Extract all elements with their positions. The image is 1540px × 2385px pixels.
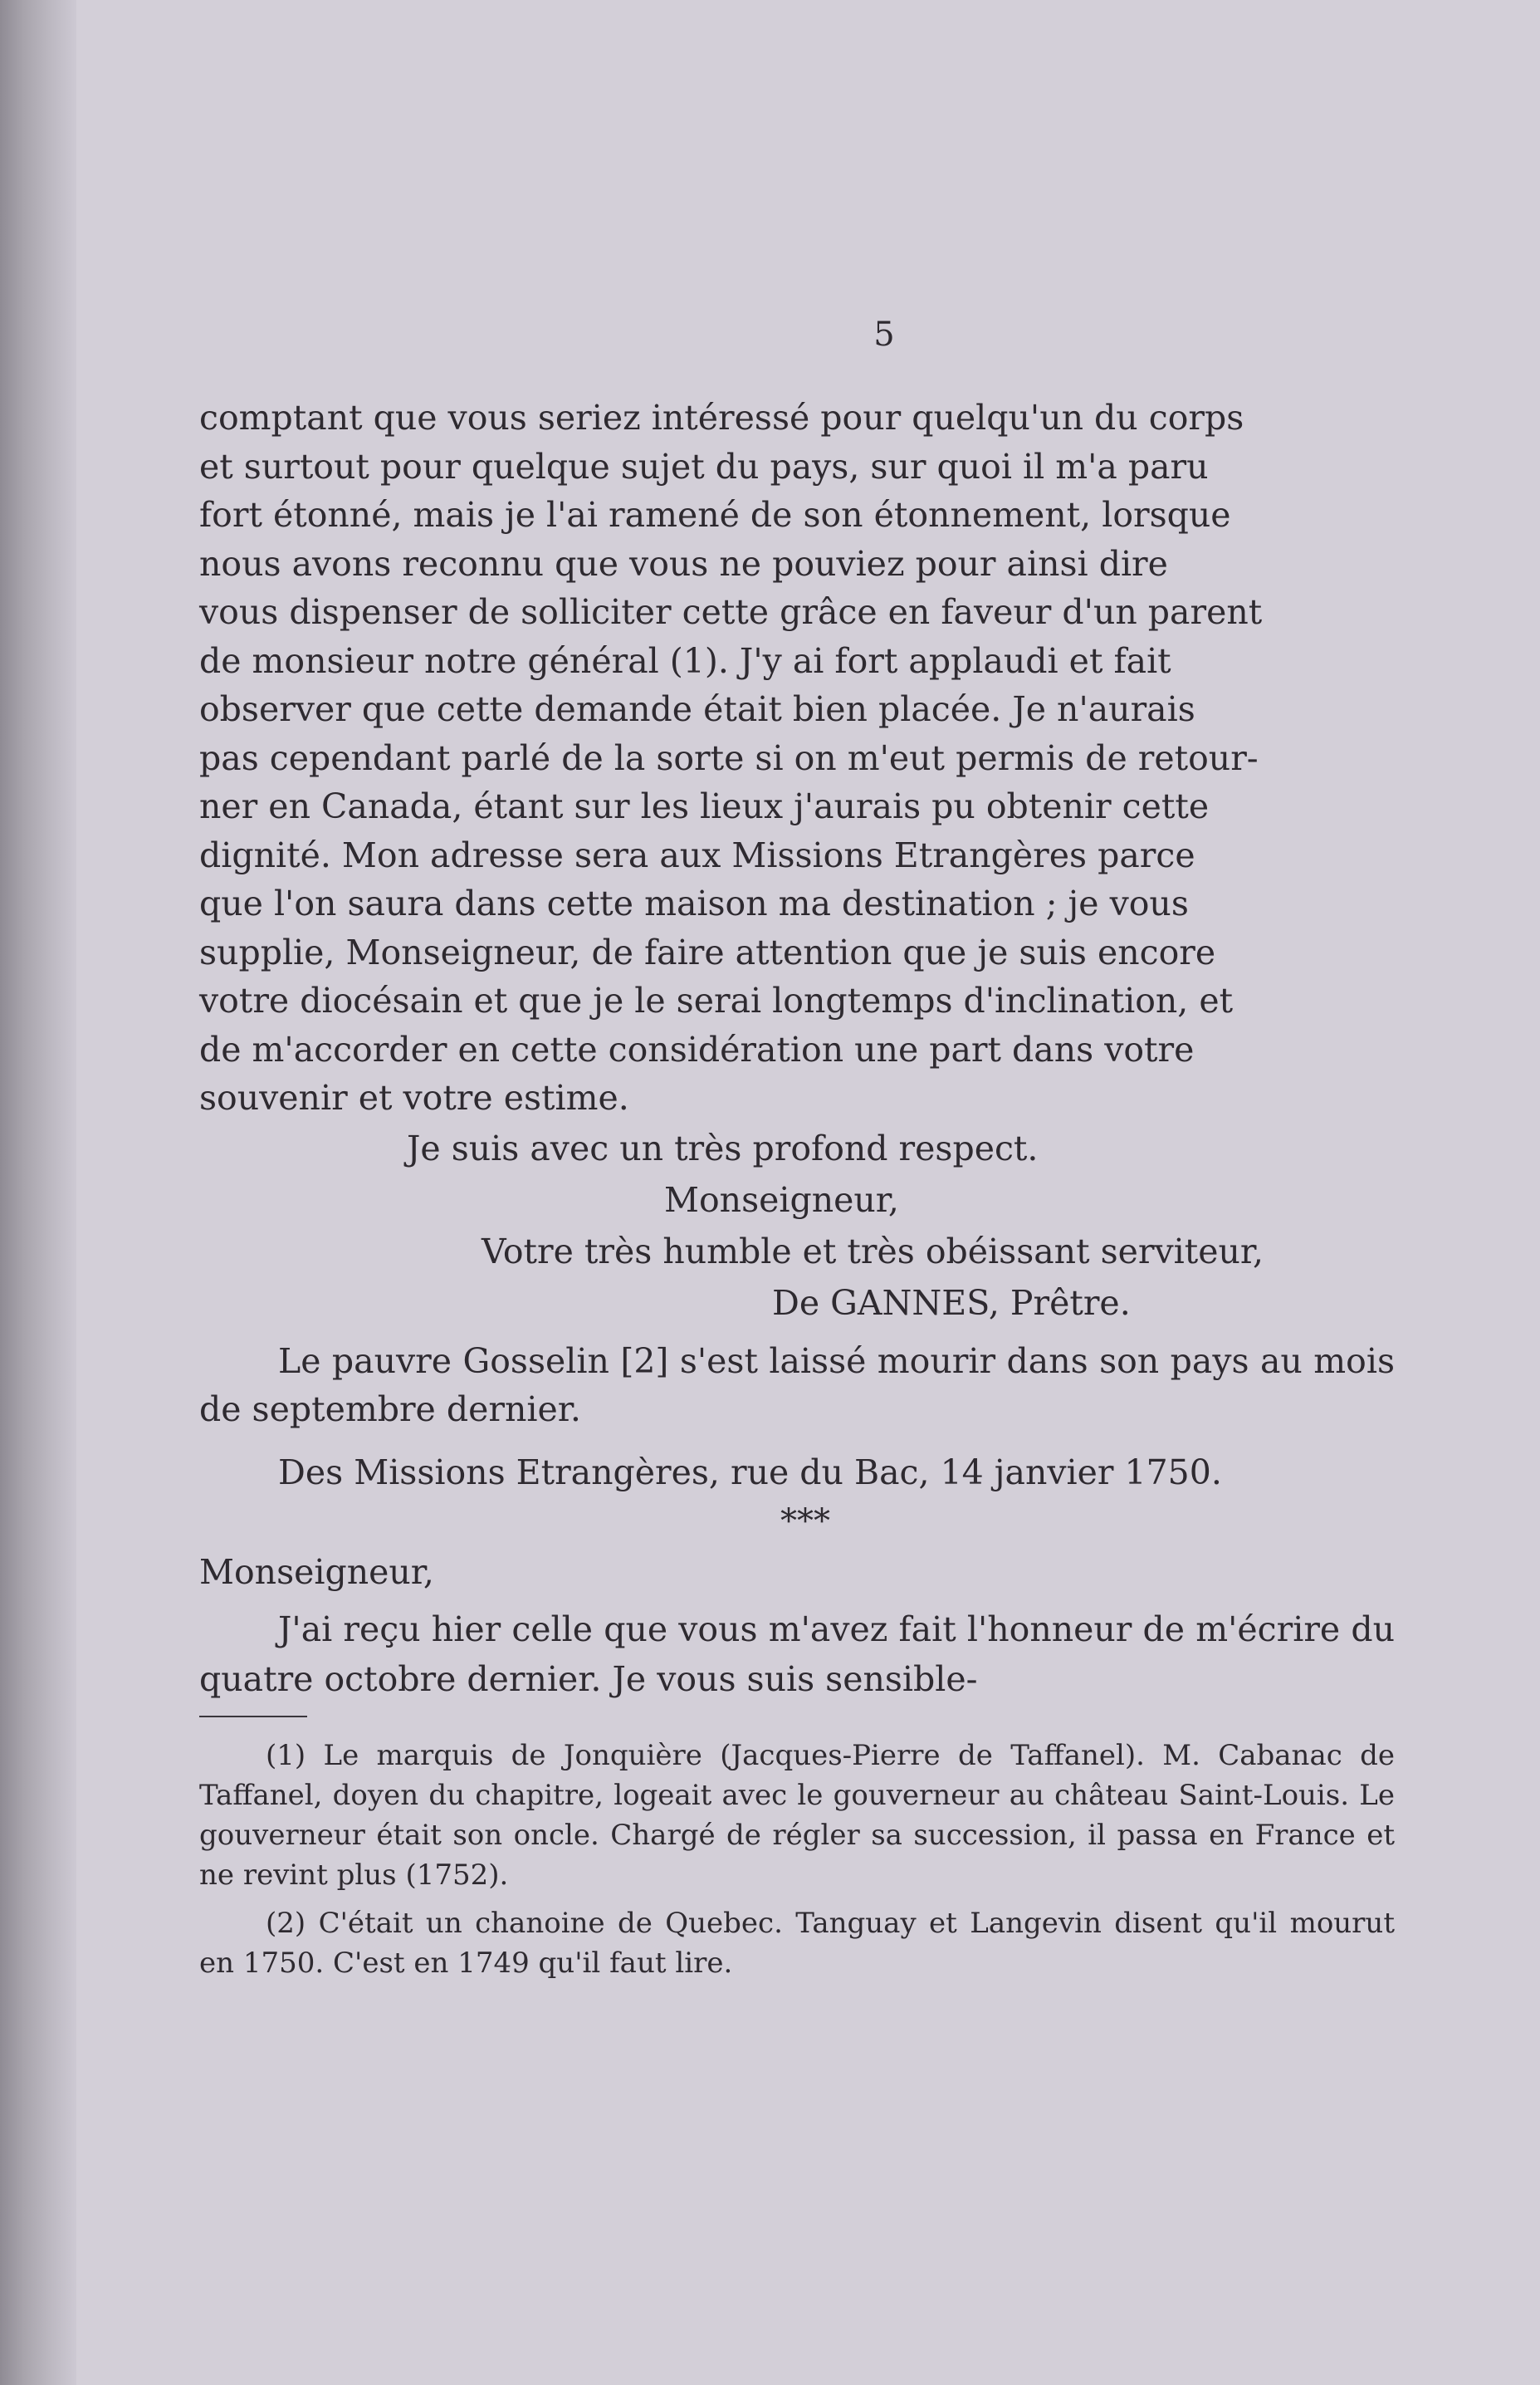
- salutation: Monseigneur,: [199, 1551, 434, 1592]
- dateline: Des Missions Etrangères, rue du Bac, 14 janvier 1750.: [278, 1452, 1222, 1492]
- second-letter-paragraph: [199, 1604, 1395, 1704]
- body-line: dignité. Mon adresse sera aux Missions Etrangères parce: [199, 835, 1195, 875]
- body-line: J'ai reçu hier celle que vous m'avez fait l'honneur de: [278, 1609, 1186, 1649]
- page-number: 5: [873, 316, 895, 354]
- postscript-line: au mois de septembre dernier.: [199, 1340, 1395, 1429]
- postscript-line: Le pauvre Gosselin [2] s'est laissé mourir dans son pays: [278, 1340, 1249, 1381]
- footnotes: [199, 1736, 1395, 1983]
- body-line: ner en Canada, étant sur les lieux j'aurais pu obtenir cette: [199, 786, 1210, 826]
- body-line: vous dispenser de solliciter cette grâce en faveur d'un parent: [199, 592, 1263, 632]
- signature: De GANNES, Prêtre.: [772, 1282, 1131, 1323]
- body-line: observer que cette demande était bien placée. Je n'aurais: [199, 689, 1195, 729]
- postscript: [199, 1337, 1395, 1433]
- closing-respect: Je suis avec un très profond respect.: [407, 1128, 1039, 1168]
- letter-body-paragraph: [199, 394, 1395, 1123]
- closing-servant: Votre très humble et très obéissant serviteur,: [482, 1231, 1264, 1271]
- body-line: fort étonné, mais je l'ai ramené de son étonnement, lorsque: [199, 495, 1231, 535]
- body-line: et surtout pour quelque sujet du pays, sur quoi il m'a paru: [199, 446, 1209, 487]
- page-content: [199, 316, 1395, 1991]
- body-line: votre diocésain et que je le serai longtemps d'inclination, et: [199, 981, 1234, 1021]
- footnote-1: (1) Le marquis de Jonquière (Jacques-Pierre de Taffanel). M. Cabanac de Taffanel, doyen du chapitre, logeait avec le gouverneur au château Saint-Louis. Le gouverneur était son oncle. Chargé de régler sa succession, il passa en France et ne revint plus (1752).: [199, 1738, 1395, 1892]
- body-line: comptant que vous seriez intéressé pour quelqu'un du corps: [199, 398, 1244, 438]
- body-line: que l'on saura dans cette maison ma destination ; je vous: [199, 884, 1189, 923]
- body-line: supplie, Monseigneur, de faire attention que je suis encore: [199, 932, 1216, 972]
- body-line: de m'accorder en cette considération une part dans votre: [199, 1029, 1195, 1070]
- body-line: m'écrire du quatre octobre dernier. Je vous suis sensible-: [199, 1609, 1395, 1699]
- section-separator: ***: [780, 1501, 830, 1540]
- closing-address: Monseigneur,: [664, 1179, 899, 1220]
- footnote-2: (2) C'était un chanoine de Quebec. Tanguay et Langevin disent qu'il mourut en 1750. C'est en 1749 qu'il faut lire.: [199, 1906, 1395, 1980]
- footnote-rule: [199, 1716, 307, 1717]
- body-line: pas cependant parlé de la sorte si on m'eut permis de retour-: [199, 737, 1259, 778]
- body-line: souvenir et votre estime.: [199, 1078, 629, 1118]
- body-line: de monsieur notre général (1). J'y ai fort applaudi et fait: [199, 640, 1171, 681]
- body-line: nous avons reconnu que vous ne pouviez pour ainsi dire: [199, 543, 1168, 584]
- book-gutter: [0, 0, 76, 2385]
- letter-closing: [199, 1123, 1395, 1329]
